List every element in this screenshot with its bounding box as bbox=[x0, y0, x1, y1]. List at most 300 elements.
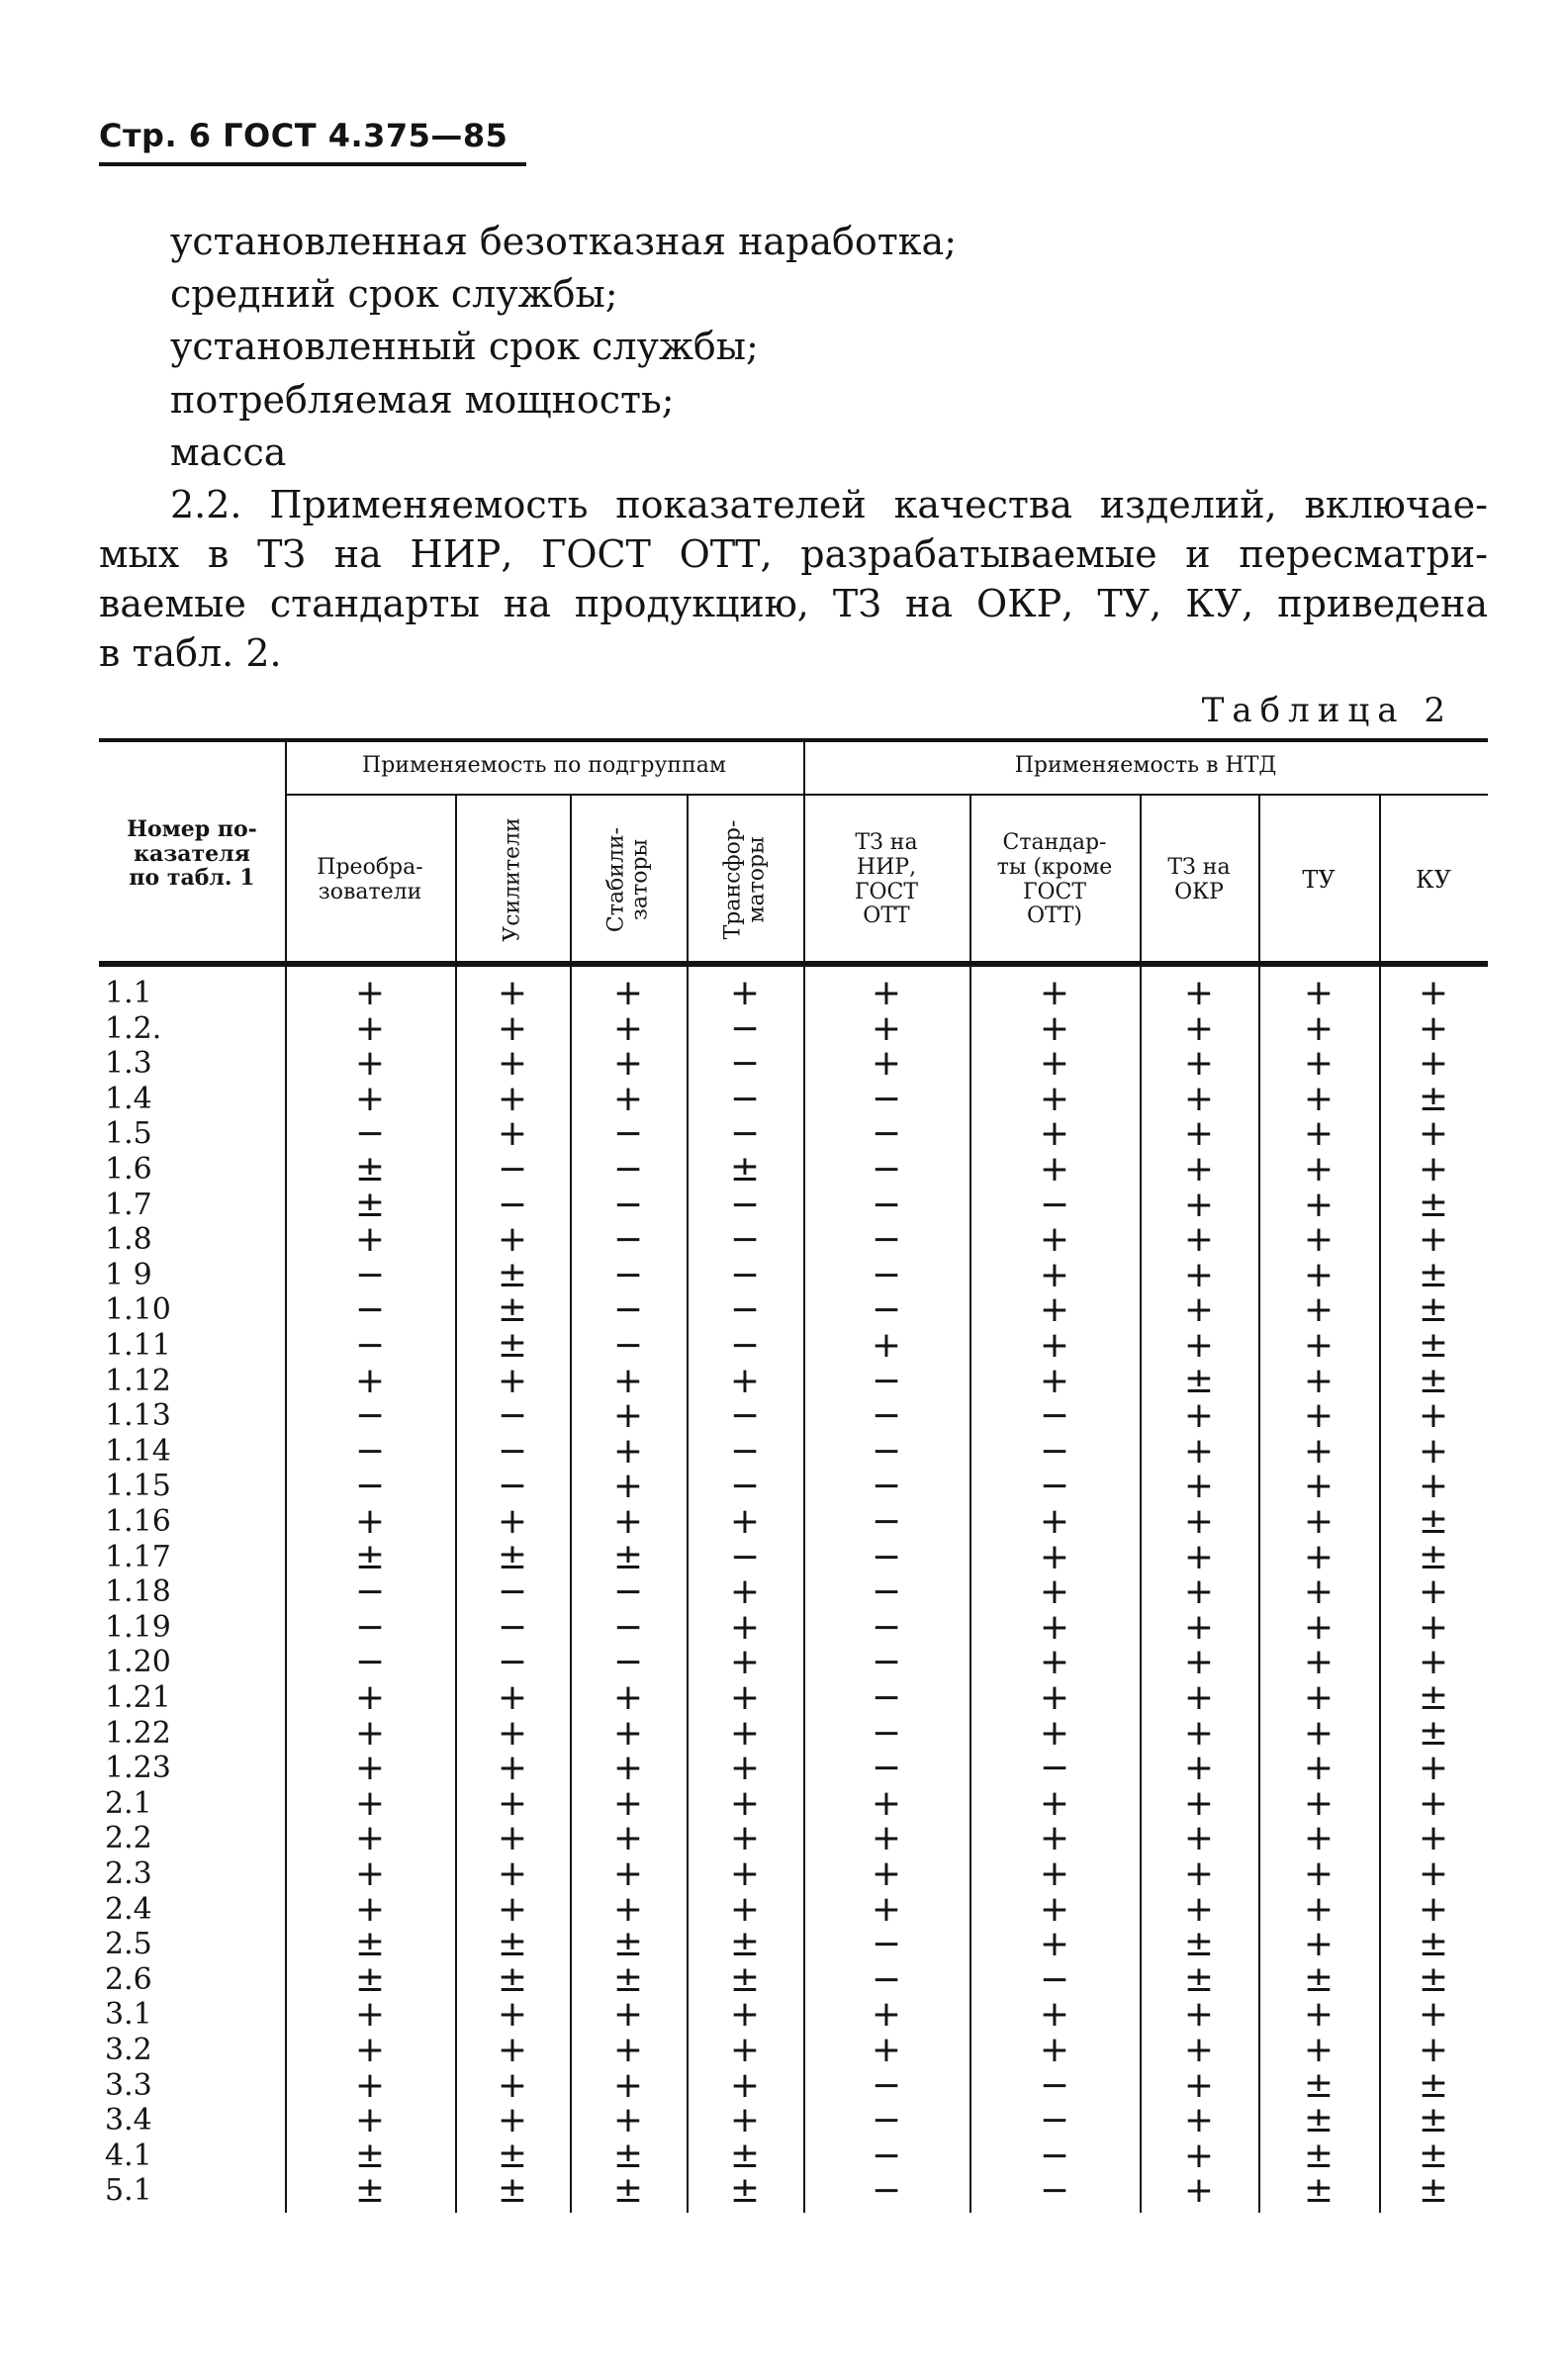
cell-symbol: − bbox=[871, 1606, 902, 1648]
cell-symbol: + bbox=[497, 973, 528, 1013]
cell-symbol: − bbox=[612, 1219, 644, 1261]
cell-symbol: + bbox=[871, 973, 902, 1013]
cell-symbol: + bbox=[612, 1078, 644, 1119]
cell-symbol: ± bbox=[612, 1536, 644, 1577]
cell-symbol: − bbox=[871, 1254, 902, 1295]
cell-symbol: − bbox=[612, 1325, 644, 1366]
cell-symbol: − bbox=[871, 1536, 902, 1577]
cell-symbol: + bbox=[354, 1853, 386, 1894]
cell-symbol: ± bbox=[1183, 1958, 1215, 2000]
cell-symbol: + bbox=[1418, 1007, 1449, 1049]
cell-symbol: + bbox=[1039, 1571, 1070, 1613]
cell-symbol: − bbox=[354, 1254, 386, 1295]
row-number: 5.1 bbox=[105, 2173, 152, 2209]
row-number: 3.1 bbox=[105, 1997, 152, 2033]
cell-symbol: − bbox=[871, 1642, 902, 1683]
cell-symbol: − bbox=[871, 1149, 902, 1189]
body-vrule bbox=[455, 967, 457, 2213]
cell-symbol: ± bbox=[1418, 2064, 1449, 2106]
cell-symbol: − bbox=[871, 2170, 902, 2212]
cell-symbol: + bbox=[1183, 2100, 1215, 2141]
cell-symbol: − bbox=[871, 2135, 902, 2176]
cell-symbol: + bbox=[497, 2100, 528, 2141]
cell-symbol: − bbox=[871, 1958, 902, 2000]
list-item-2: средний срок службы; bbox=[170, 272, 618, 316]
header-bottom-rule bbox=[99, 961, 1488, 967]
cell-symbol: ± bbox=[1418, 1924, 1449, 1965]
cell-symbol: − bbox=[871, 1078, 902, 1119]
cell-symbol: − bbox=[871, 1360, 902, 1401]
cell-symbol: + bbox=[354, 1078, 386, 1119]
cell-symbol: − bbox=[354, 1113, 386, 1155]
cell-symbol: + bbox=[729, 1571, 761, 1613]
cell-symbol: − bbox=[871, 1395, 902, 1437]
cell-symbol: ± bbox=[354, 1149, 386, 1189]
cell-symbol: + bbox=[354, 1219, 386, 1261]
cell-symbol: + bbox=[1303, 1748, 1335, 1789]
cell-symbol: + bbox=[1418, 1782, 1449, 1824]
row-number-header: Номер по- казателя по табл. 1 bbox=[127, 816, 257, 892]
cell-symbol: + bbox=[1303, 1818, 1335, 1859]
cell-symbol: + bbox=[1039, 1149, 1070, 1189]
cell-symbol: + bbox=[354, 2100, 386, 2141]
cell-symbol: + bbox=[497, 1219, 528, 1261]
body-vrule bbox=[285, 967, 287, 2213]
cell-symbol: ± bbox=[729, 2170, 761, 2212]
cell-symbol: + bbox=[1183, 1782, 1215, 1824]
cell-symbol: − bbox=[612, 1184, 644, 1225]
cell-symbol: + bbox=[1039, 1007, 1070, 1049]
row-number: 1.3 bbox=[105, 1046, 152, 1082]
cell-symbol: − bbox=[354, 1571, 386, 1613]
cell-symbol: − bbox=[497, 1642, 528, 1683]
cell-symbol: + bbox=[1303, 1853, 1335, 1894]
cell-symbol: ± bbox=[354, 1184, 386, 1225]
cell-symbol: + bbox=[497, 2064, 528, 2106]
row-number: 1.21 bbox=[105, 1680, 171, 1715]
list-item-3: установленный срок службы; bbox=[170, 325, 759, 368]
table-top-rule bbox=[99, 738, 1488, 742]
row-number: 1.14 bbox=[105, 1433, 171, 1469]
cell-symbol: + bbox=[729, 1501, 761, 1542]
cell-symbol: + bbox=[354, 2064, 386, 2106]
cell-symbol: − bbox=[729, 1536, 761, 1577]
cell-symbol: + bbox=[612, 1712, 644, 1754]
cell-symbol: ± bbox=[354, 1924, 386, 1965]
cell-symbol: + bbox=[1039, 1078, 1070, 1119]
cell-symbol: − bbox=[729, 1325, 761, 1366]
cell-symbol: − bbox=[354, 1325, 386, 1366]
cell-symbol: + bbox=[497, 1501, 528, 1542]
cell-symbol: + bbox=[612, 2030, 644, 2070]
row-number: 1.12 bbox=[105, 1363, 171, 1398]
cell-symbol: + bbox=[612, 1043, 644, 1085]
cell-symbol: + bbox=[1418, 2030, 1449, 2070]
column-header: ТУ bbox=[1302, 866, 1336, 895]
cell-symbol: + bbox=[1039, 1501, 1070, 1542]
cell-symbol: + bbox=[1039, 1782, 1070, 1824]
cell-symbol: − bbox=[871, 1219, 902, 1261]
cell-symbol: + bbox=[1303, 1712, 1335, 1754]
cell-symbol: − bbox=[1039, 1184, 1070, 1225]
cell-symbol: + bbox=[354, 1782, 386, 1824]
cell-symbol: + bbox=[871, 1325, 902, 1366]
cell-symbol: + bbox=[1183, 1254, 1215, 1295]
list-item-5: масса bbox=[170, 430, 287, 474]
row-number: 2.3 bbox=[105, 1856, 152, 1891]
cell-symbol: + bbox=[1303, 1360, 1335, 1401]
cell-symbol: − bbox=[497, 1466, 528, 1507]
cell-symbol: ± bbox=[497, 1289, 528, 1331]
row-number: 1.23 bbox=[105, 1751, 171, 1786]
cell-symbol: + bbox=[1418, 1606, 1449, 1648]
cell-symbol: ± bbox=[1418, 2170, 1449, 2212]
body-vrule bbox=[1140, 967, 1142, 2213]
cell-symbol: − bbox=[729, 1113, 761, 1155]
cell-symbol: ± bbox=[1183, 1360, 1215, 1401]
cell-symbol: + bbox=[612, 1888, 644, 1930]
cell-symbol: + bbox=[354, 2030, 386, 2070]
cell-symbol: − bbox=[1039, 1958, 1070, 2000]
cell-symbol: + bbox=[729, 1360, 761, 1401]
cell-symbol: + bbox=[497, 1748, 528, 1789]
cell-symbol: + bbox=[729, 1712, 761, 1754]
group-header-subgroups: Применяемость по подгруппам bbox=[362, 753, 726, 778]
cell-symbol: + bbox=[612, 1677, 644, 1718]
cell-symbol: + bbox=[1418, 1642, 1449, 1683]
cell-symbol: + bbox=[612, 2100, 644, 2141]
cell-symbol: + bbox=[1303, 2030, 1335, 2070]
list-item-4: потребляемая мощность; bbox=[170, 378, 675, 422]
cell-symbol: − bbox=[497, 1606, 528, 1648]
cell-symbol: − bbox=[729, 1043, 761, 1085]
header-vrule bbox=[570, 794, 572, 961]
cell-symbol: + bbox=[497, 1113, 528, 1155]
cell-symbol: + bbox=[1418, 1466, 1449, 1507]
row-number: 2.2 bbox=[105, 1821, 152, 1856]
row-number: 1 9 bbox=[105, 1257, 152, 1292]
cell-symbol: + bbox=[1039, 1536, 1070, 1577]
cell-symbol: ± bbox=[1418, 2100, 1449, 2141]
cell-symbol: + bbox=[1039, 1043, 1070, 1085]
cell-symbol: + bbox=[871, 1994, 902, 2036]
cell-symbol: + bbox=[1303, 1606, 1335, 1648]
cell-symbol: ± bbox=[1418, 1360, 1449, 1401]
row-number: 2.1 bbox=[105, 1785, 152, 1821]
cell-symbol: + bbox=[1183, 1536, 1215, 1577]
cell-symbol: + bbox=[729, 2030, 761, 2070]
cell-symbol: + bbox=[612, 2064, 644, 2106]
cell-symbol: + bbox=[354, 1360, 386, 1401]
cell-symbol: − bbox=[612, 1254, 644, 1295]
cell-symbol: − bbox=[354, 1466, 386, 1507]
cell-symbol: ± bbox=[354, 2135, 386, 2176]
cell-symbol: + bbox=[1418, 1430, 1449, 1472]
body-vrule bbox=[1379, 967, 1381, 2213]
cell-symbol: + bbox=[1303, 973, 1335, 1013]
row-number: 1.22 bbox=[105, 1715, 171, 1751]
cell-symbol: + bbox=[729, 1888, 761, 1930]
group-header-ntd: Применяемость в НТД bbox=[1014, 753, 1277, 778]
cell-symbol: + bbox=[871, 1853, 902, 1894]
cell-symbol: − bbox=[729, 1007, 761, 1049]
cell-symbol: − bbox=[612, 1113, 644, 1155]
cell-symbol: ± bbox=[1418, 1325, 1449, 1366]
cell-symbol: ± bbox=[1418, 1289, 1449, 1331]
cell-symbol: + bbox=[354, 1818, 386, 1859]
cell-symbol: + bbox=[871, 1007, 902, 1049]
cell-symbol: + bbox=[354, 1994, 386, 2036]
cell-symbol: + bbox=[612, 1007, 644, 1049]
cell-symbol: − bbox=[871, 1430, 902, 1472]
cell-symbol: − bbox=[1039, 2170, 1070, 2212]
cell-symbol: − bbox=[1039, 1430, 1070, 1472]
cell-symbol: − bbox=[497, 1571, 528, 1613]
cell-symbol: + bbox=[612, 973, 644, 1013]
cell-symbol: + bbox=[1303, 1254, 1335, 1295]
cell-symbol: + bbox=[729, 1606, 761, 1648]
cell-symbol: + bbox=[1183, 1430, 1215, 1472]
cell-symbol: − bbox=[354, 1606, 386, 1648]
cell-symbol: ± bbox=[497, 2135, 528, 2176]
cell-symbol: + bbox=[1183, 1325, 1215, 1366]
row-number: 3.3 bbox=[105, 2067, 152, 2103]
cell-symbol: ± bbox=[1303, 2064, 1335, 2106]
cell-symbol: + bbox=[729, 1782, 761, 1824]
cell-symbol: + bbox=[497, 1853, 528, 1894]
row-number: 1.1 bbox=[105, 976, 152, 1010]
cell-symbol: + bbox=[1303, 1113, 1335, 1155]
cell-symbol: + bbox=[1183, 973, 1215, 1013]
column-header: ТЗ на ОКР bbox=[1167, 854, 1231, 904]
column-header: КУ bbox=[1416, 866, 1451, 895]
cell-symbol: + bbox=[1418, 973, 1449, 1013]
cell-symbol: − bbox=[612, 1149, 644, 1189]
cell-symbol: + bbox=[1039, 1924, 1070, 1965]
cell-symbol: + bbox=[354, 973, 386, 1013]
row-number: 2.5 bbox=[105, 1927, 152, 1962]
row-number: 1.20 bbox=[105, 1645, 171, 1680]
cell-symbol: + bbox=[1303, 1501, 1335, 1542]
cell-symbol: ± bbox=[497, 1254, 528, 1295]
applicability-table bbox=[99, 738, 1488, 2254]
cell-symbol: ± bbox=[1303, 2135, 1335, 2176]
cell-symbol: + bbox=[1039, 1254, 1070, 1295]
cell-symbol: + bbox=[497, 1078, 528, 1119]
cell-symbol: + bbox=[729, 973, 761, 1013]
row-number: 1.10 bbox=[105, 1292, 171, 1328]
column-header: Трансфор- маторы bbox=[719, 819, 769, 939]
cell-symbol: + bbox=[612, 1501, 644, 1542]
header-rule bbox=[99, 162, 526, 166]
column-header: ТЗ на НИР, ГОСТ ОТТ bbox=[854, 830, 919, 929]
cell-symbol: ± bbox=[1418, 1184, 1449, 1225]
cell-symbol: + bbox=[1418, 1149, 1449, 1189]
list-item-1: установленная безотказная наработка; bbox=[170, 220, 958, 263]
cell-symbol: − bbox=[729, 1395, 761, 1437]
cell-symbol: + bbox=[1303, 1219, 1335, 1261]
row-number: 3.2 bbox=[105, 2033, 152, 2067]
cell-symbol: + bbox=[1418, 1888, 1449, 1930]
cell-symbol: + bbox=[612, 1430, 644, 1472]
row-number: 4.1 bbox=[105, 2137, 152, 2173]
cell-symbol: ± bbox=[497, 1958, 528, 2000]
cell-symbol: − bbox=[729, 1466, 761, 1507]
cell-symbol: ± bbox=[497, 1536, 528, 1577]
cell-symbol: − bbox=[871, 1571, 902, 1613]
cell-symbol: − bbox=[729, 1184, 761, 1225]
cell-symbol: + bbox=[871, 1782, 902, 1824]
cell-symbol: − bbox=[1039, 2100, 1070, 2141]
cell-symbol: ± bbox=[497, 1924, 528, 1965]
cell-symbol: + bbox=[497, 1360, 528, 1401]
cell-symbol: − bbox=[729, 1289, 761, 1331]
cell-symbol: + bbox=[1303, 1571, 1335, 1613]
cell-symbol: − bbox=[871, 1712, 902, 1754]
cell-symbol: + bbox=[729, 1818, 761, 1859]
cell-symbol: + bbox=[354, 1501, 386, 1542]
cell-symbol: ± bbox=[1303, 2170, 1335, 2212]
cell-symbol: + bbox=[1303, 1078, 1335, 1119]
cell-symbol: + bbox=[1039, 1113, 1070, 1155]
cell-symbol: + bbox=[497, 1007, 528, 1049]
cell-symbol: + bbox=[1183, 2135, 1215, 2176]
row-number: 1.6 bbox=[105, 1152, 152, 1187]
cell-symbol: + bbox=[871, 1888, 902, 1930]
cell-symbol: + bbox=[1303, 1536, 1335, 1577]
row-number: 1.5 bbox=[105, 1116, 152, 1152]
cell-symbol: − bbox=[354, 1430, 386, 1472]
cell-symbol: − bbox=[354, 1642, 386, 1683]
cell-symbol: + bbox=[1303, 1888, 1335, 1930]
cell-symbol: + bbox=[871, 1818, 902, 1859]
cell-symbol: + bbox=[1183, 1606, 1215, 1648]
row-number: 1.4 bbox=[105, 1081, 152, 1116]
cell-symbol: + bbox=[729, 2100, 761, 2141]
cell-symbol: + bbox=[1183, 1113, 1215, 1155]
cell-symbol: + bbox=[1303, 1642, 1335, 1683]
cell-symbol: + bbox=[1183, 1501, 1215, 1542]
cell-symbol: − bbox=[1039, 1395, 1070, 1437]
cell-symbol: − bbox=[871, 1501, 902, 1542]
cell-symbol: + bbox=[1183, 1712, 1215, 1754]
cell-symbol: ± bbox=[1418, 1677, 1449, 1718]
column-header: Преобра- зователи bbox=[317, 854, 423, 904]
cell-symbol: + bbox=[1039, 1853, 1070, 1894]
cell-symbol: − bbox=[871, 1466, 902, 1507]
cell-symbol: + bbox=[1303, 1782, 1335, 1824]
cell-symbol: + bbox=[1418, 1818, 1449, 1859]
cell-symbol: − bbox=[871, 1113, 902, 1155]
paragraph-line-1: 2.2. Применяемость показателей качества изделий, включае- bbox=[170, 483, 1488, 526]
table-caption: Таблица 2 bbox=[1201, 691, 1453, 730]
cell-symbol: + bbox=[1039, 1642, 1070, 1683]
paragraph-line-2: мых в ТЗ на НИР, ГОСТ ОТТ, разрабатываемые и пересматри- bbox=[99, 532, 1488, 576]
cell-symbol: ± bbox=[497, 2170, 528, 2212]
row-number: 1.18 bbox=[105, 1574, 171, 1610]
cell-symbol: + bbox=[612, 1994, 644, 2036]
cell-symbol: ± bbox=[1183, 1924, 1215, 1965]
cell-symbol: ± bbox=[612, 2135, 644, 2176]
cell-symbol: − bbox=[1039, 1466, 1070, 1507]
row-number: 1.13 bbox=[105, 1398, 171, 1434]
row-number: 1.7 bbox=[105, 1187, 152, 1222]
cell-symbol: + bbox=[729, 1642, 761, 1683]
cell-symbol: + bbox=[354, 1888, 386, 1930]
cell-symbol: + bbox=[1039, 1325, 1070, 1366]
cell-symbol: + bbox=[1303, 1466, 1335, 1507]
cell-symbol: + bbox=[1039, 973, 1070, 1013]
cell-symbol: − bbox=[729, 1254, 761, 1295]
cell-symbol: + bbox=[1303, 1043, 1335, 1085]
cell-symbol: + bbox=[1303, 1677, 1335, 1718]
cell-symbol: + bbox=[1039, 1289, 1070, 1331]
cell-symbol: − bbox=[729, 1219, 761, 1261]
cell-symbol: + bbox=[729, 1994, 761, 2036]
cell-symbol: − bbox=[871, 2064, 902, 2106]
column-header: Стабили- заторы bbox=[602, 826, 652, 932]
row-number: 1.15 bbox=[105, 1469, 171, 1504]
cell-symbol: + bbox=[1183, 1571, 1215, 1613]
cell-symbol: + bbox=[1303, 1289, 1335, 1331]
cell-symbol: − bbox=[612, 1571, 644, 1613]
cell-symbol: + bbox=[1183, 2064, 1215, 2106]
cell-symbol: + bbox=[1039, 1360, 1070, 1401]
cell-symbol: + bbox=[1418, 1043, 1449, 1085]
cell-symbol: + bbox=[729, 1677, 761, 1718]
cell-symbol: + bbox=[497, 1818, 528, 1859]
cell-symbol: ± bbox=[354, 2170, 386, 2212]
cell-symbol: − bbox=[497, 1395, 528, 1437]
cell-symbol: + bbox=[1039, 1712, 1070, 1754]
cell-symbol: + bbox=[1183, 1078, 1215, 1119]
cell-symbol: + bbox=[729, 1853, 761, 1894]
cell-symbol: + bbox=[612, 1466, 644, 1507]
cell-symbol: + bbox=[497, 1677, 528, 1718]
cell-symbol: ± bbox=[1418, 1958, 1449, 2000]
cell-symbol: + bbox=[497, 1712, 528, 1754]
cell-symbol: + bbox=[1039, 1219, 1070, 1261]
cell-symbol: − bbox=[612, 1606, 644, 1648]
cell-symbol: + bbox=[1039, 1606, 1070, 1648]
cell-symbol: + bbox=[1183, 1395, 1215, 1437]
cell-symbol: + bbox=[354, 1677, 386, 1718]
cell-symbol: + bbox=[1303, 1924, 1335, 1965]
cell-symbol: − bbox=[871, 1748, 902, 1789]
cell-symbol: + bbox=[729, 2064, 761, 2106]
cell-symbol: + bbox=[1039, 1994, 1070, 2036]
cell-symbol: + bbox=[1039, 2030, 1070, 2070]
cell-symbol: + bbox=[1303, 1184, 1335, 1225]
cell-symbol: ± bbox=[1418, 1254, 1449, 1295]
column-header: Усилители bbox=[499, 816, 524, 942]
row-number: 1.11 bbox=[105, 1328, 171, 1363]
cell-symbol: + bbox=[1303, 1994, 1335, 2036]
row-number: 3.4 bbox=[105, 2103, 152, 2138]
row-number: 2.4 bbox=[105, 1891, 152, 1927]
cell-symbol: ± bbox=[729, 1149, 761, 1189]
cell-symbol: + bbox=[354, 1007, 386, 1049]
cell-symbol: ± bbox=[1418, 1536, 1449, 1577]
body-vrule bbox=[570, 967, 572, 2213]
cell-symbol: − bbox=[354, 1289, 386, 1331]
row-number: 1.8 bbox=[105, 1222, 152, 1258]
cell-symbol: ± bbox=[729, 1958, 761, 2000]
paragraph-line-3: ваемые стандарты на продукцию, ТЗ на ОКР, ТУ, КУ, приведена bbox=[99, 582, 1488, 625]
body-vrule bbox=[687, 967, 689, 2213]
cell-symbol: + bbox=[1183, 1994, 1215, 2036]
cell-symbol: ± bbox=[729, 1924, 761, 1965]
